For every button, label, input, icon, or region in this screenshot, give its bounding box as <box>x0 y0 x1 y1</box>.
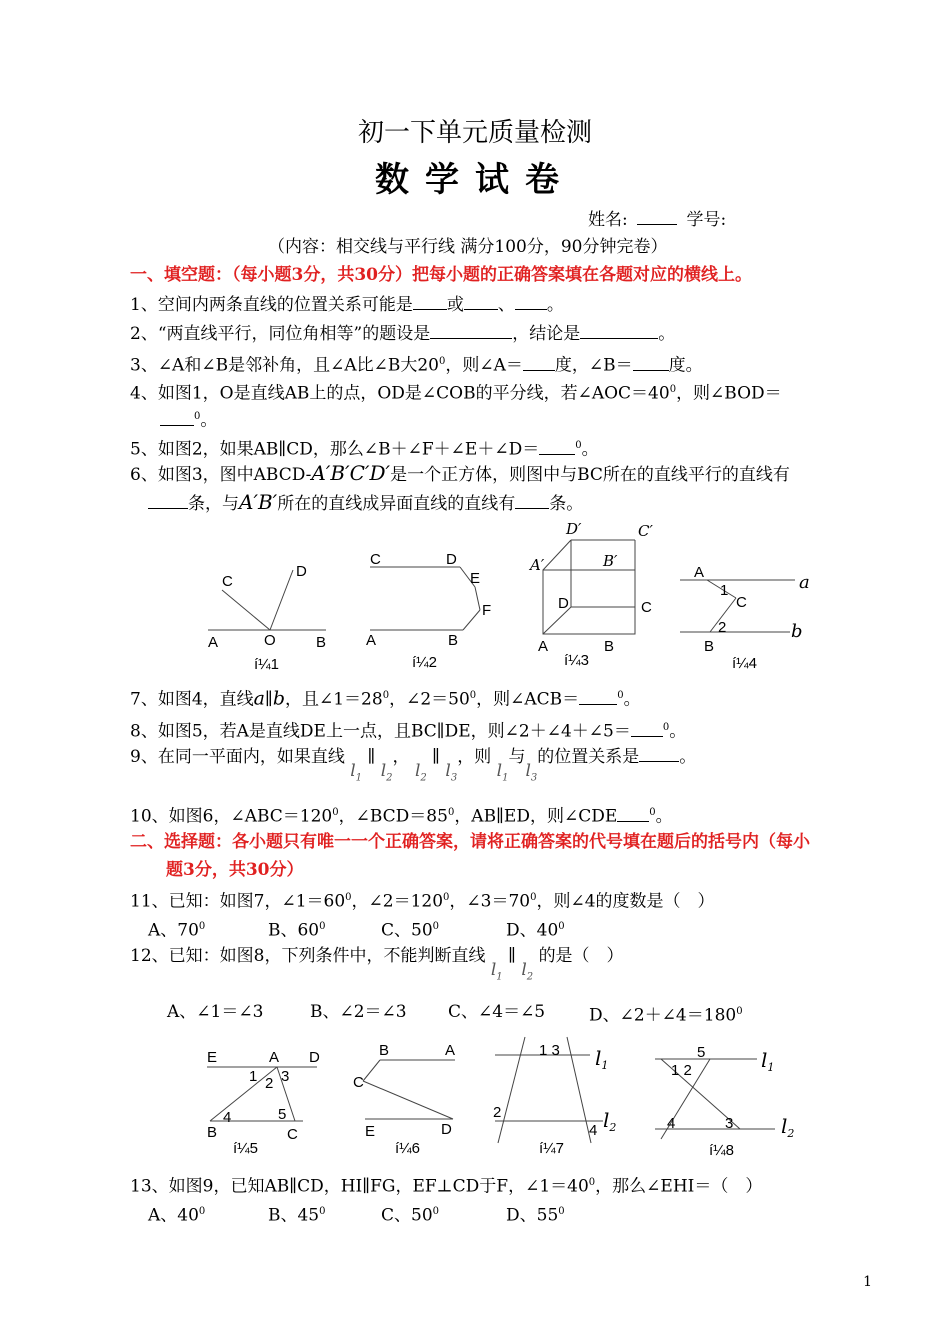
fig5-label-a: A <box>269 1049 280 1066</box>
q13-text-b: ，那么∠EHI＝（ ） <box>595 1176 763 1197</box>
q2-text: 2、“两直线平行，同位角相等”的题设是 <box>130 324 431 344</box>
q1-text-c: 、 <box>497 295 515 315</box>
q6-cube-name: A′B′C′D′ <box>311 461 391 485</box>
q7-parallel: ∥ <box>264 689 273 710</box>
degree-sign: 0 <box>649 807 656 818</box>
q12-d-text: D、∠2＋∠4＝180 <box>589 1005 737 1026</box>
q1-blank-1[interactable] <box>413 293 447 310</box>
fig4-line-a: a <box>799 572 810 593</box>
degree-sign: 0 <box>382 690 390 701</box>
question-1 <box>130 293 564 316</box>
fig7-label-13: 1 3 <box>539 1042 560 1059</box>
section2-heading: 二、选择题：各小题只有唯一一个正确答案，请将正确答案的代号填在题后的括号内（每小 <box>130 832 810 852</box>
fig5-label-1: 1 <box>249 1068 258 1085</box>
fig3-label-d: D <box>558 595 569 612</box>
q1-blank-3[interactable] <box>515 293 547 310</box>
fig1-label-c: C <box>222 573 233 590</box>
q11-b-text: B、60 <box>268 920 320 941</box>
q12-parallel: ∥ <box>508 946 516 966</box>
q10-blank[interactable] <box>617 805 649 822</box>
q9-parallel-1: ∥ <box>367 747 376 767</box>
degree-sign: 0 <box>319 921 326 932</box>
fig2-caption: í¼2 <box>412 654 438 671</box>
question-11 <box>130 887 715 913</box>
question-4 <box>130 379 782 405</box>
q6-text-d: 条，与 <box>188 494 239 514</box>
q5-text-b: 。 <box>581 439 599 460</box>
q1-text-b: 或 <box>446 295 464 315</box>
figure-4 <box>680 564 810 672</box>
fig6-caption: í¼6 <box>395 1140 421 1157</box>
fig5-label-c: C <box>287 1126 298 1143</box>
q8-text-b: 。 <box>669 721 687 742</box>
q13-c-text: C、50 <box>381 1205 433 1226</box>
section1-heading: 一、填空题：（每小题3分，共30分）把每小题的正确答案填在各题对应的横线上。 <box>130 265 752 285</box>
q11-c-text: C、50 <box>381 920 433 941</box>
fig5-label-b: B <box>207 1124 218 1141</box>
figures-row-1 <box>180 520 880 680</box>
q11-text: 11、已知：如图7，∠1＝60 <box>130 891 346 912</box>
degree-sign: 0 <box>530 892 537 903</box>
q11-text-d: ，则∠4的度数是（ ） <box>536 891 715 912</box>
name-id-line <box>588 208 726 231</box>
q9-blank[interactable] <box>639 745 679 762</box>
q12-text: 12、已知：如图8，下列条件中，不能判断直线 <box>130 946 486 966</box>
fig1-label-o: O <box>264 632 276 649</box>
fig7-label-2: 2 <box>493 1104 502 1121</box>
q2-blank-2[interactable] <box>580 322 658 339</box>
q9-sub-3: 3 <box>450 772 458 784</box>
q13-b-text: B、45 <box>268 1205 320 1226</box>
q8-blank[interactable] <box>631 720 663 737</box>
q2-text-b: ，结论是 <box>512 324 581 344</box>
q6-text: 6、如图3，图中ABCD- <box>130 465 312 485</box>
q6-text-c: 是一个正方体，则图中与BC所在的直线平行的直线有 <box>390 465 790 485</box>
degree-sign: 0 <box>575 440 582 451</box>
q13-option-c[interactable] <box>381 1201 439 1227</box>
q1-blank-2[interactable] <box>464 293 498 310</box>
fig8-l1-l: l <box>761 1048 768 1072</box>
q11-option-c[interactable] <box>381 916 439 942</box>
q11-text-c: ，∠3＝70 <box>449 891 531 912</box>
fig5-label-d: D <box>309 1049 320 1066</box>
figure-8 <box>655 1044 794 1159</box>
q13-option-b[interactable] <box>268 1201 326 1227</box>
figure-1 <box>208 563 326 673</box>
degree-sign: 0 <box>194 411 201 422</box>
q11-text-b: ，∠2＝120 <box>351 891 444 912</box>
q6-blank-1[interactable] <box>148 492 188 509</box>
degree-sign: 0 <box>432 921 440 932</box>
q9-l1b: l <box>496 761 503 781</box>
name-label: 姓名: <box>588 210 628 230</box>
degree-sign: 0 <box>345 892 352 903</box>
figures-row-2 <box>195 1035 815 1160</box>
q9-text-h: 。 <box>679 747 697 767</box>
fig5-caption: í¼5 <box>233 1140 259 1157</box>
q3-blank-2[interactable] <box>633 354 669 371</box>
fig5-label-2: 2 <box>265 1075 274 1092</box>
q1-text: 1、空间内两条直线的位置关系可能是 <box>130 295 413 315</box>
fig3-label-a: A <box>538 638 549 655</box>
fig1-label-a: A <box>208 634 219 651</box>
question-9 <box>130 745 697 784</box>
fig4-caption: í¼4 <box>732 655 758 672</box>
q7-text-e: ，且∠1＝28 <box>285 689 383 710</box>
fig7-l2-sub: 2 <box>609 1121 617 1134</box>
q13-text: 13、如图9，已知AB∥CD，HI∥FG，EF⊥CD于F，∠1＝40 <box>130 1176 589 1197</box>
name-blank[interactable] <box>637 208 677 225</box>
degree-sign: 0 <box>669 384 677 395</box>
degree-sign: 0 <box>558 921 565 932</box>
q11-a-text: A、70 <box>148 920 199 941</box>
q13-option-d[interactable] <box>506 1201 565 1227</box>
degree-sign: 0 <box>662 722 670 733</box>
question-8 <box>130 717 686 743</box>
q8-text: 8、如图5，若A是直线DE上一点，且BC∥DE，则∠2＋∠4＋∠5＝ <box>130 721 631 742</box>
q13-option-a[interactable] <box>148 1201 205 1227</box>
fig8-l2-sub: 2 <box>787 1127 795 1140</box>
fig5-label-e: E <box>207 1049 218 1066</box>
fig7-l1-sub: 1 <box>601 1059 609 1072</box>
q9-l3: l <box>445 761 451 781</box>
q7-text-g: ，则∠ACB＝ <box>476 689 580 710</box>
q4-blank[interactable] <box>160 409 194 426</box>
q12-option-a[interactable]: A、∠1＝∠3 <box>167 1002 264 1022</box>
fig4-label-a: A <box>694 564 705 581</box>
q7-line-a: a <box>253 687 265 710</box>
q9-text-f: 与 <box>508 747 526 767</box>
q6-text-g: 条。 <box>549 494 584 514</box>
degree-sign: 0 <box>736 1006 743 1017</box>
question-13 <box>130 1172 762 1198</box>
q11-option-b[interactable] <box>268 916 326 942</box>
q12-text-c: 的是（ ） <box>538 946 624 966</box>
q9-l2: l <box>380 761 387 781</box>
fig2-label-c: C <box>370 551 381 568</box>
q3-text: 3、∠A和∠B是邻补角，且∠A比∠B大20 <box>130 355 439 376</box>
q4-text-c: 。 <box>200 410 218 431</box>
q9-text-g: 的位置关系是 <box>537 747 640 767</box>
q9-sub-2b: 2 <box>420 772 427 784</box>
exam-subtitle: 数学试卷 <box>375 160 575 200</box>
question-7 <box>130 685 641 711</box>
fig4-label-b: B <box>704 638 715 655</box>
fig5-label-3: 3 <box>281 1068 290 1085</box>
q3-text-b: ，则∠A＝ <box>445 355 523 376</box>
fig8-l1-sub: 1 <box>767 1061 775 1074</box>
q12-sub-2: 2 <box>526 971 534 983</box>
q9-parallel-2: ∥ <box>432 747 441 767</box>
q9-sub-1: 1 <box>355 772 363 784</box>
q10-text-c: ，AB∥ED，则∠CDE <box>454 806 618 827</box>
fig4-label-1: 1 <box>720 582 729 599</box>
fig6-label-e: E <box>365 1123 376 1140</box>
figure-5 <box>207 1049 320 1157</box>
exam-info: （内容：相交线与平行线 满分100分，90分钟完卷） <box>268 237 668 257</box>
q10-text-b: ，∠BCD＝85 <box>338 806 448 827</box>
fig1-label-d: D <box>296 563 307 580</box>
q9-l2b: l <box>414 761 421 781</box>
q7-text-f: ，∠2＝50 <box>389 689 470 710</box>
degree-sign: 0 <box>558 1206 565 1217</box>
fig6-label-c: C <box>353 1074 364 1091</box>
question-4-cont <box>160 406 217 432</box>
q13-a-text: A、40 <box>148 1205 199 1226</box>
section2-heading-cont: 题3分，共30分） <box>166 860 304 880</box>
q4-text-b: ，则∠BOD＝ <box>676 383 782 404</box>
fig2-label-d: D <box>446 551 457 568</box>
question-3 <box>130 351 703 377</box>
fig3-label-b: B <box>604 638 615 655</box>
degree-sign: 0 <box>319 1206 326 1217</box>
q7-blank[interactable] <box>579 688 617 705</box>
fig7-caption: í¼7 <box>539 1140 565 1157</box>
degree-sign: 0 <box>443 892 450 903</box>
q9-l1: l <box>350 761 356 781</box>
q3-text-c: 度，∠B＝ <box>554 355 633 376</box>
question-2 <box>130 322 675 345</box>
q9-sub-3b: 3 <box>530 772 538 784</box>
fig8-label-3: 3 <box>725 1115 734 1132</box>
figure-3 <box>528 520 653 669</box>
fig3-label-bp: B′ <box>603 552 618 570</box>
q12-option-b[interactable]: B、∠2＝∠3 <box>310 1002 407 1022</box>
figure-6 <box>353 1042 455 1157</box>
q3-text-d: 度。 <box>668 355 703 376</box>
q2-text-c: 。 <box>658 324 676 344</box>
q10-text-d: 。 <box>655 806 673 827</box>
fig2-label-f: F <box>482 602 492 619</box>
q12-l1: l <box>490 960 497 980</box>
q9-l3b: l <box>525 761 531 781</box>
question-10 <box>130 802 673 828</box>
q13-d-text: D、55 <box>506 1205 559 1226</box>
q12-option-c[interactable]: C、∠4＝∠5 <box>448 1002 546 1022</box>
q9-text-e: ，则 <box>457 747 492 767</box>
question-6-cont <box>148 491 583 515</box>
q6-edge-name: A′B′ <box>239 490 278 514</box>
q9-comma: ， <box>392 747 410 767</box>
q7-text: 7、如图4，直线 <box>130 689 254 710</box>
question-5 <box>130 435 599 461</box>
q9-text: 9、在同一平面内，如果直线 <box>130 747 345 767</box>
fig8-line-l1 <box>761 1048 774 1074</box>
figure-2 <box>366 551 491 671</box>
q1-text-d: 。 <box>546 295 564 315</box>
id-label: 学号: <box>686 210 727 230</box>
fig8-label-12: 1 2 <box>671 1062 692 1079</box>
q6-text-f: 所在的直线成异面直线的直线有 <box>277 494 516 514</box>
q11-option-d[interactable] <box>506 916 565 942</box>
degree-sign: 0 <box>588 1177 596 1188</box>
q6-blank-2[interactable] <box>515 492 549 509</box>
question-6 <box>130 462 790 486</box>
fig8-label-4: 4 <box>667 1115 676 1132</box>
fig8-line-l2 <box>781 1114 794 1140</box>
fig8-caption: í¼8 <box>709 1142 735 1159</box>
fig6-label-d: D <box>441 1121 452 1138</box>
fig4-line-b: b <box>791 621 803 642</box>
q7-line-b: b <box>272 687 285 710</box>
fig3-caption: í¼3 <box>564 652 590 669</box>
fig8-l2-l: l <box>781 1114 788 1138</box>
question-12 <box>130 945 624 983</box>
q5-blank[interactable] <box>539 438 575 455</box>
q5-text: 5、如图2，如果AB∥CD，那么∠B＋∠F＋∠E＋∠D＝ <box>130 439 540 460</box>
fig1-caption: í¼1 <box>254 656 280 673</box>
exam-title: 初一下单元质量检测 <box>357 118 592 148</box>
fig3-label-cp: C′ <box>638 522 653 540</box>
fig3-label-c: C <box>641 599 652 616</box>
degree-sign: 0 <box>432 1206 440 1217</box>
fig5-label-5: 5 <box>278 1106 287 1123</box>
degree-sign: 0 <box>198 1206 206 1217</box>
fig6-label-b: B <box>379 1042 390 1059</box>
fig3-label-ap: A′ <box>530 556 545 574</box>
fig4-label-2: 2 <box>718 619 727 636</box>
fig7-label-4: 4 <box>589 1122 598 1139</box>
fig7-line-l2 <box>603 1108 616 1134</box>
fig5-label-4: 4 <box>223 1109 232 1126</box>
fig6-label-a: A <box>445 1042 456 1059</box>
fig4-label-c: C <box>736 594 747 611</box>
fig2-label-e: E <box>470 570 481 587</box>
q2-blank-1[interactable] <box>430 322 512 339</box>
q11-d-text: D、40 <box>506 920 559 941</box>
fig7-l1-l: l <box>595 1046 602 1070</box>
fig3-label-dp: D′ <box>566 520 582 538</box>
degree-sign: 0 <box>617 690 624 701</box>
q10-text: 10、如图6，∠ABC＝120 <box>130 806 333 827</box>
q12-l2: l <box>521 960 527 980</box>
q3-blank-1[interactable] <box>523 354 555 371</box>
degree-sign: 0 <box>469 690 477 701</box>
q9-sub-1b: 1 <box>502 772 509 784</box>
figure-7 <box>493 1037 616 1157</box>
q4-text: 4、如图1，O是直线AB上的点，OD是∠COB的平分线，若∠AOC＝40 <box>130 383 670 404</box>
fig2-label-a: A <box>366 632 377 649</box>
degree-sign: 0 <box>447 807 455 818</box>
fig2-label-b: B <box>448 632 459 649</box>
q12-sub-1: 1 <box>496 971 503 983</box>
fig1-label-b: B <box>316 634 327 651</box>
q11-option-a[interactable] <box>148 916 205 942</box>
fig7-l2-l: l <box>603 1108 610 1132</box>
fig7-line-l1 <box>595 1046 608 1072</box>
q7-text-h: 。 <box>623 689 641 710</box>
page-number: 1 <box>863 1274 872 1290</box>
degree-sign: 0 <box>332 807 339 818</box>
degree-sign: 0 <box>438 356 446 367</box>
q12-option-d[interactable] <box>589 1001 743 1027</box>
fig8-label-5: 5 <box>697 1044 706 1061</box>
degree-sign: 0 <box>198 921 206 932</box>
q9-sub-2: 2 <box>386 772 393 784</box>
